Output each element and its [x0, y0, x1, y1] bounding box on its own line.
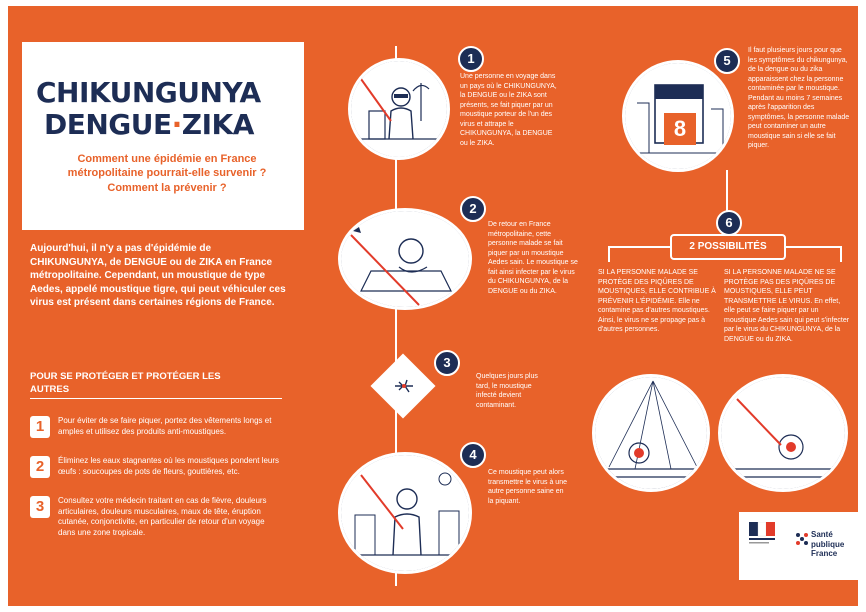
- step5-text: Il faut plusieurs jours pour que les symptômes du chikungunya, de la dengue ou du zika apparaissent chez la personne contaminée par le moustique. Pendant au moins 7 semaines après l'apparition des symptômes, la personne malade peut contaminer un autre moustique sain si elle se fait piquer.: [748, 47, 850, 149]
- protect-title: POUR SE PROTÉGER ET PROTÉGER LES AUTRES: [30, 371, 221, 395]
- title-zika: ZIKA: [181, 108, 254, 141]
- step5-number: 5: [714, 48, 740, 74]
- republique-francaise-logo: [749, 522, 775, 548]
- tip-text: Éliminez les eaux stagnantes où les moustiques pondent leurs œufs : soucoupes de pots de fleurs, gouttières, etc.: [58, 456, 280, 476]
- title-box: [22, 42, 304, 230]
- tip-text: Pour éviter de se faire piquer, portez des vêtements longs et amples et utilisez des produits anti-moustiques.: [58, 416, 272, 436]
- step3-number: 3: [434, 350, 460, 376]
- tip-text: Consultez votre médecin traitant en cas de fièvre, douleurs articulaires, douleurs musculaires, maux de tête, éruption cutanée, conjonctivite, en particulier de retour d'un voyage dans une zone tropicale.: [58, 496, 267, 537]
- tip-number: 1: [30, 416, 50, 438]
- step2-number: 2: [460, 196, 486, 222]
- split-left-line: [608, 246, 610, 262]
- title-line2: [44, 108, 254, 141]
- step4-illustration: [338, 452, 472, 574]
- intro-text: Aujourd'hui, il n'y a pas d'épidémie de CHIKUNGUNYA, de DENGUE ou de ZIKA en France métropolitaine. Cependant, un moustique de type Aedes, appelé moustique tigre, qui peut véhiculer ces virus est présent dans certaines régions de France.: [30, 243, 286, 308]
- subtitle-prevent: Comment la prévenir ?: [107, 182, 227, 194]
- title-dot: ·: [171, 108, 182, 141]
- calendar-day: 8: [664, 113, 696, 145]
- step2-text: De retour en France métropolitaine, cette personne malade se fait piquer par un moustique Aedes sain. Le moustique se fait ainsi infecter par le virus du CHIKUNGUNYA, de la DENGUE ou du ZIKA.: [488, 221, 578, 295]
- step1-illustration: [348, 58, 450, 160]
- step5-illustration: [622, 60, 734, 172]
- step4-text: Ce moustique peut alors transmettre le virus à une autre personne saine en la piquant.: [488, 469, 567, 505]
- title-dengue: DENGUE: [44, 108, 172, 141]
- logos-box: [739, 512, 858, 580]
- subtitle: Comment une épidémie en France métropolitaine pourrait-elle survenir ?: [67, 153, 267, 179]
- mosquito-icon: [393, 376, 415, 396]
- split-right-line: [840, 246, 842, 262]
- tip-number: 3: [30, 496, 50, 518]
- poster: [8, 6, 858, 606]
- tip-number: 2: [30, 456, 50, 478]
- possibility-right-text: SI LA PERSONNE MALADE NE SE PROTÈGE PAS DES PIQÛRES DE MOUSTIQUES, ELLE PEUT TRANSMETTRE LE VIRUS. En effet, elle peut se faire piquer par un moustique Aedes sain qui peut s'infecter par le virus du CHIKUNGUNYA, de la DENGUE ou du ZIKA.: [724, 269, 850, 343]
- step1-number: 1: [458, 46, 484, 72]
- step4-number: 4: [460, 442, 486, 468]
- protect-divider: [30, 398, 282, 399]
- protected-illustration: [592, 374, 710, 492]
- step1-text: Une personne en voyage dans un pays où le CHIKUNGUNYA, la DENGUE ou le ZIKA sont présents, se fait piquer par un moustique porteur de l'un des virus et attrape le CHIKUNGUNYA, la DENGUE ou le ZIKA.: [460, 73, 557, 147]
- sante-publique-icon: [795, 532, 809, 546]
- step3-text: Quelques jours plus tard, le moustique infecté devient contaminant.: [476, 373, 538, 409]
- two-possibilities: 2 POSSIBILITÉS: [670, 234, 786, 260]
- title-line1: CHIKUNGUNYA: [36, 76, 261, 109]
- sante-publique-text: Santé publique France: [811, 530, 845, 558]
- possibility-left-text: SI LA PERSONNE MALADE SE PROTÈGE DES PIQÛRES DE MOUSTIQUES, ELLE CONTRIBUE À PRÉVENIR L'ÉPIDÉMIE. Elle ne contamine pas d'autres moustiques. Ainsi, le virus ne se propage pas à d'autres personnes.: [598, 269, 716, 333]
- unprotected-illustration: [718, 374, 848, 492]
- step6-number: 6: [716, 210, 742, 236]
- step2-illustration: [338, 208, 472, 310]
